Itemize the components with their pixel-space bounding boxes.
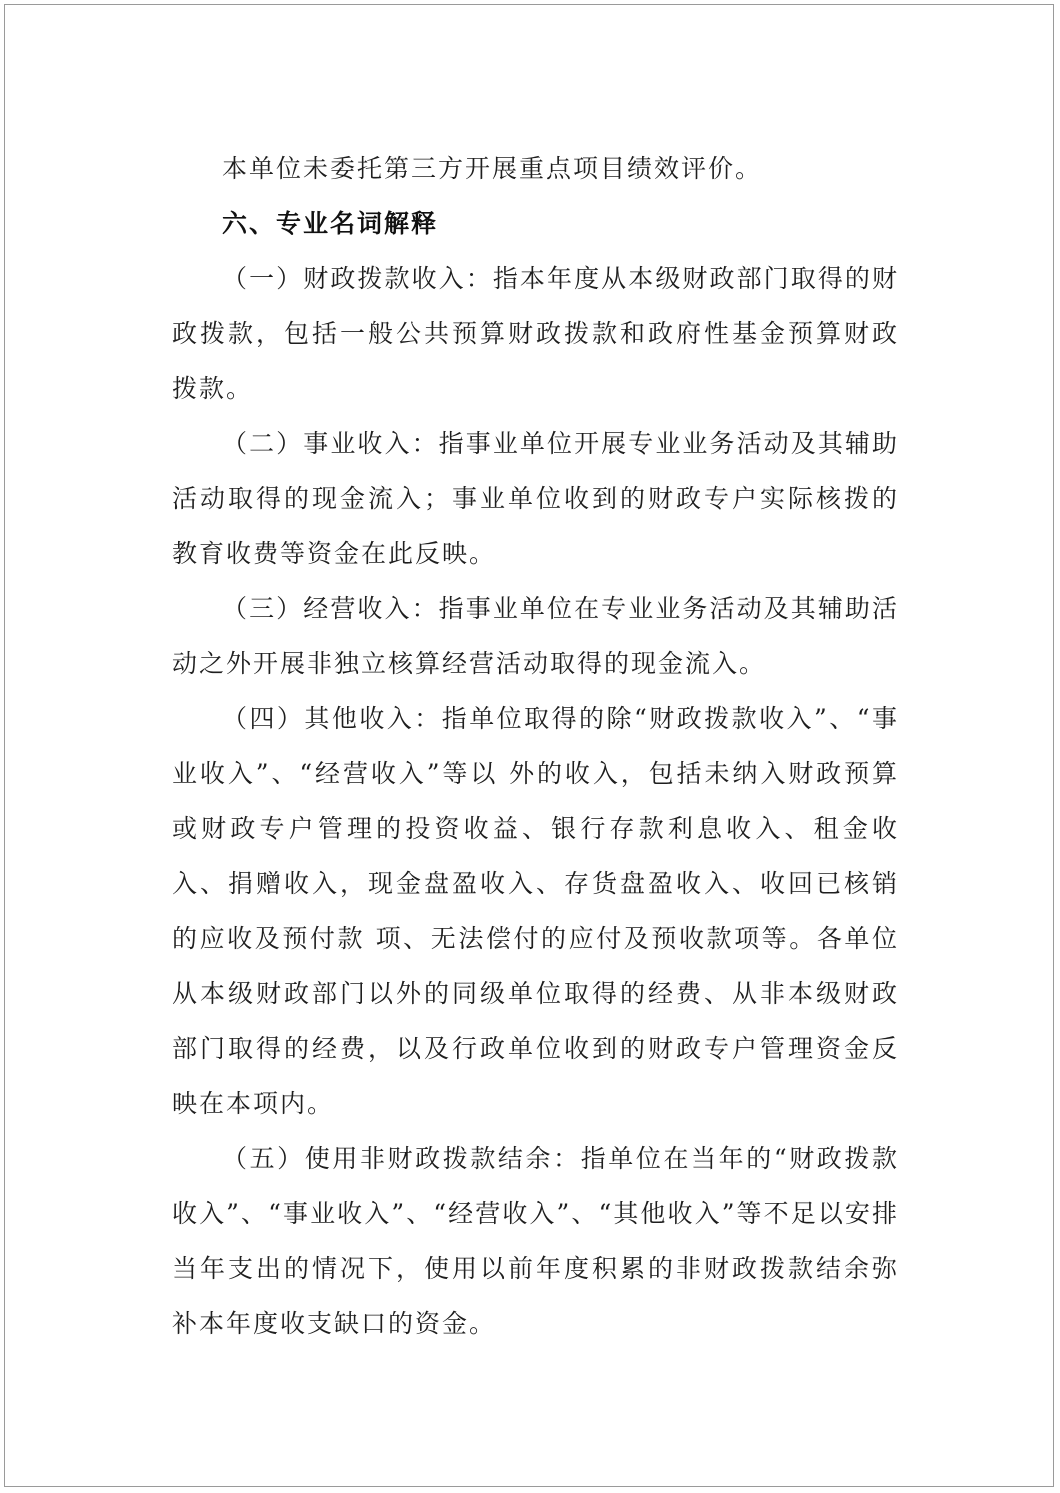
term-fiscal-appropriation-income: （一）财政拨款收入：指本年度从本级财政部门取得的财政拨款，包括一般公共预算财政拨款和政府性基金预算财政拨款。 xyxy=(172,264,899,403)
term-non-fiscal-balance-use: （五）使用非财政拨款结余：指单位在当年的“财政拨款收入”、“事业收入”、“经营收入”、“其他收入”等不足以安排当年支出的情况下，使用以前年度积累的非财政拨款结余弥补本年度收支缺口的资金。 xyxy=(172,1144,899,1338)
intro-paragraph: 本单位未委托第三方开展重点项目绩效评价。 xyxy=(222,154,763,183)
term-operating-income: （三）经营收入：指事业单位在专业业务活动及其辅助活动之外开展非独立核算经营活动取得的现金流入。 xyxy=(172,594,899,678)
term-other-income: （四）其他收入：指单位取得的除“财政拨款收入”、“事业收入”、“经营收入”等以 外的收入，包括未纳入财政预算或财政专户管理的投资收益、银行存款利息收入、租金收入、捐赠收入，现金盘盈收入、存货盘盈收入、收回已核销的应收及预付款 项、无法偿付的应付及预收款项等。各单位从本级财政部门以外的同级单位取得的经费、从非本级财政部门取得的经费，以及行政单位收到的财政专户管理资金反映在本项内。 xyxy=(172,704,899,1118)
document-body xyxy=(172,141,899,1351)
document-page xyxy=(4,4,1054,1487)
section-heading: 六、专业名词解释 xyxy=(222,209,439,238)
term-business-income: （二）事业收入：指事业单位开展专业业务活动及其辅助活动取得的现金流入；事业单位收到的财政专户实际核拨的教育收费等资金在此反映。 xyxy=(172,429,899,568)
